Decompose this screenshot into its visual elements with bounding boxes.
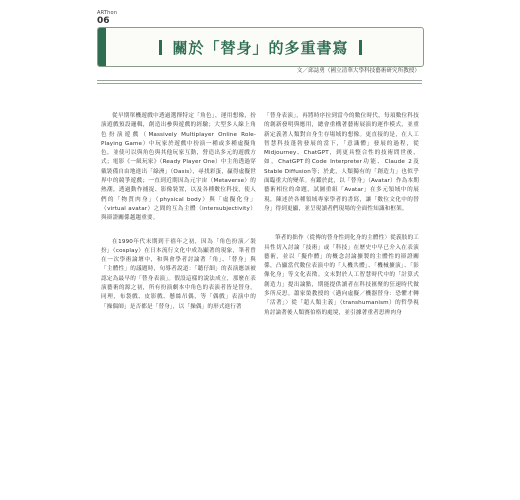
paragraph: 筆者的拙作〈從傳的替身性到化身的主體性〉從義肢的工具性切入討論「技術」或「科技」在歷史中早已介入在表演藝術，並以「擬作體」的概念討論擴製的主體性的辯證關係，凸顯當代數位表演中的「人機共體」、「機械擴演」、「影像化身」等文化表徵。文末對於人工智慧時代中的「計算式創造力」提出論點，期能提供讀者在科技匯聚的狂速時代做多所反思。蕭家榮教授的〈邁向虛擬／機器替身：恐懼才轉「活著」〉從「超人類主義」（transhumanism）的哲學視角討論著後人類賽伯格的處境，並引據著重者思辨肉身 (264, 235, 419, 316)
divider-rule (97, 83, 422, 84)
title-divider-right (359, 40, 362, 55)
paragraph: 從早期單機遊戲中透過選擇特定「角色」，運用想像，扮演遊戲預設邏輯，創造出參與遊戲的經驗；大型多人線上角色扮演遊戲（Massively Multiplayer Online Role-Playing Game）中玩家於遊戲中扮演一種或多種虛擬角色，並使可以與角色與其他玩家互動，營造出多元的遊戲方式；電影《一級玩家》（Ready Player One）中主角透過穿戴裝備自由地進出「綠洲」（Oasis），尋找彩蛋，贏得虛擬世界中的競爭遊戲；一直到近期因為元宇宙（Metaverse）的熱潮，透過動作捕捉、影像裝置，以及各種數位科技，使人們的「物質肉身」（physical body）與「虛擬化身」（virtual avatar）之間的互為主體（intersubjectivity）與辯證關係越趨重要。 (101, 113, 256, 222)
title-banner (97, 27, 424, 67)
title-divider-left (159, 40, 162, 55)
divider-rule (97, 80, 422, 81)
text-column-left (101, 112, 256, 312)
article-byline: 文／邱誌勇（國立清華大學科技藝術研究所教授） (296, 68, 420, 74)
page-number: 06 (97, 16, 110, 26)
paragraph: 在1990年代末期到千禧年之初，因為「角色扮演／裝扮」（cosplay）在日本流行文化中成為顯著的現象，筆者曾在一次學術論壇中，和與會學者討論著「角」、「替身」與「主體性」的議題時，旬導者說道：「聽仔細」的表演應該被認定為最早的「替身表演」。假設這樣的說法成立，那麼在表演藝術的源之初，所有扮演劇本中角色的表演者皆是替身。同理，布袋戲、皮影戲、懸絲吊偶，等「偶戲」表演中的「操偶師」是否都是「替身」，以「操偶」的形式進行著 (101, 238, 256, 310)
text-column-right (264, 112, 419, 318)
article-title: 關於「替身」的多重書寫 (172, 38, 349, 57)
publication-name: ARThon (97, 10, 118, 16)
paragraph: 「替身表演」，再將時序拉到當今的數位時代，每項數位科技的創新發明與應用，總會重構著藝術展演的運作模式，並重新定義著人類對自身生存場域的想像。更直接的是，在人工智慧科技蓬勃發展的當下，「意識體」發展的過程，從Midjourney、ChatGPT，到更具整合性的技術問世後，如，ChatGPT的Code Interpreter功能、Claude 2及Stable Diffusion等；於此，人類獨有的「創造力」也似乎面臨重大的變革。有鑑於此，以「替身」（Avatar）作為本期藝術相位的命題，試圖重組「Avatar」在多元領域中的展現，陳述於各種領域專家學者的書寫，讓「數位文化中的替身」得到更顯，並呈現讀者們現場的全面性知識和框架。 (264, 113, 419, 212)
page-header (97, 10, 157, 26)
